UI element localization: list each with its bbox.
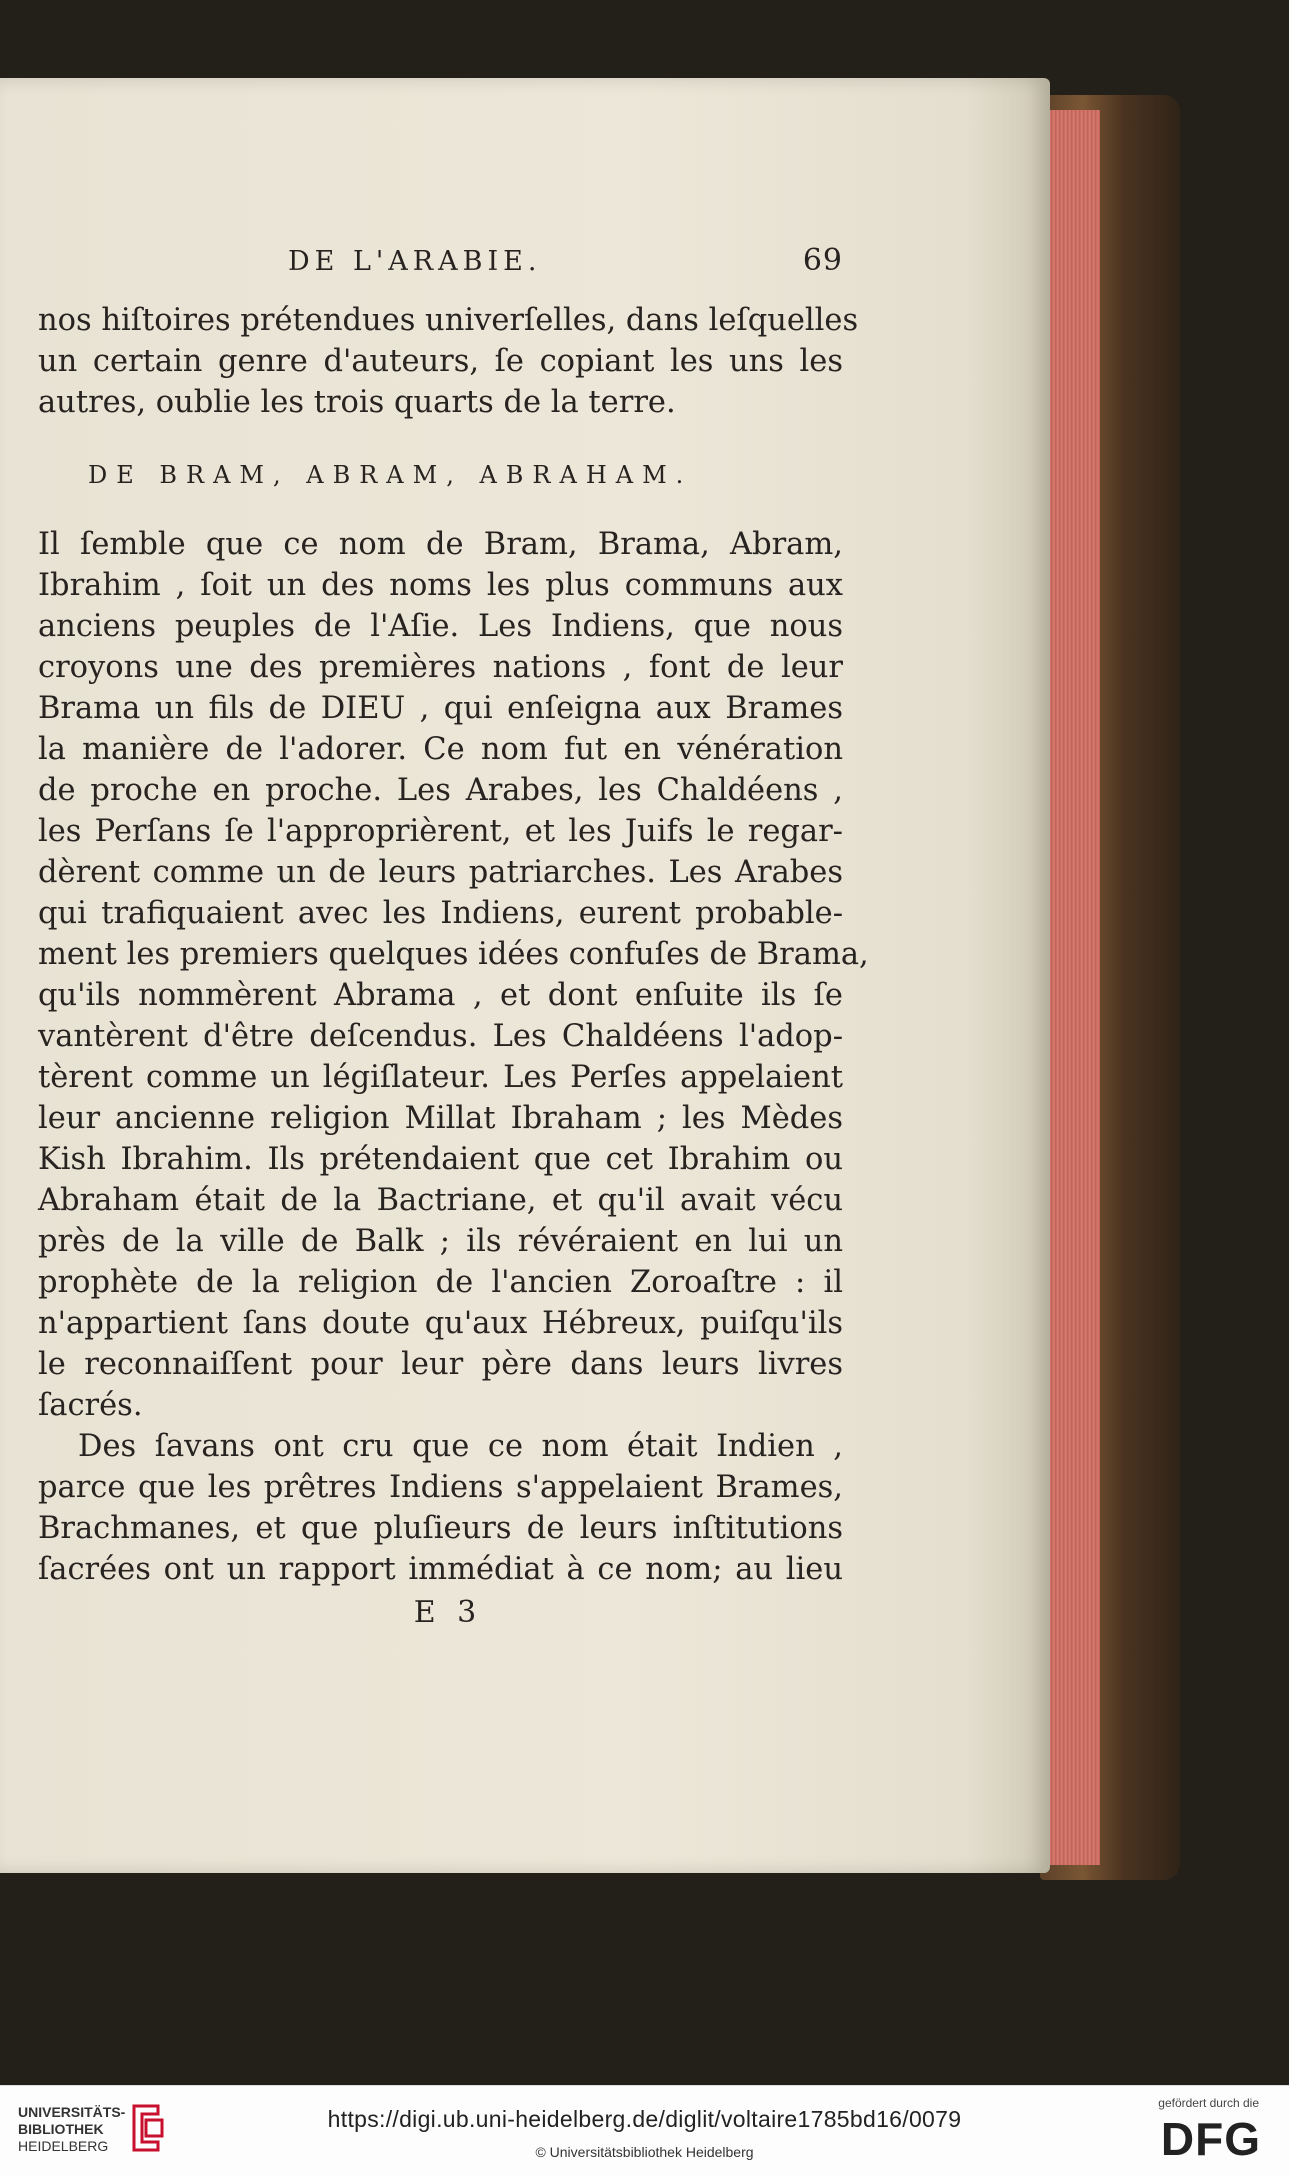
section-heading: DE BRAM, ABRAM, ABRAHAM. <box>88 461 693 489</box>
library-name-line: HEIDELBERG <box>18 2138 109 2154</box>
paragraph-1 <box>38 300 859 423</box>
paragraph-3 <box>38 1426 843 1590</box>
text-line: n'appartient ſans doute qu'aux Hébreux, puiſqu'ils <box>38 1306 843 1341</box>
text-line: la manière de l'adorer. Ce nom fut en vénération <box>38 732 843 767</box>
text-line: Brachmanes, et que pluſieurs de leurs inſtitutions <box>38 1511 843 1546</box>
paragraph-2 <box>38 524 869 1426</box>
text-line: dèrent comme un de leurs patriarches. Les Arabes <box>38 855 843 890</box>
dfg-logo: DFG <box>1160 2113 1261 2165</box>
library-name-line: UNIVERSITÄTS- <box>18 2104 126 2120</box>
text-line: ſacrés. <box>38 1388 143 1423</box>
page-text <box>38 240 869 1633</box>
text-line: qu'ils nommèrent Abrama , et dont enſuite ils ſe <box>38 978 843 1013</box>
page-number: 69 <box>802 243 843 278</box>
text-line: de proche en proche. Les Arabes, les Chaldéens , <box>38 773 843 808</box>
text-line: vantèrent d'être deſcendus. Les Chaldéens l'adop- <box>38 1019 843 1054</box>
funder-label: gefördert durch die <box>1158 2096 1259 2110</box>
text-line: les Perſans ſe l'approprièrent, et les Juifs le regar- <box>38 814 843 849</box>
text-line: ment les premiers quelques idées confuſes de Brama, <box>38 937 869 972</box>
library-name-line: BIBLIOTHEK <box>18 2121 104 2137</box>
permalink-url[interactable]: https://digi.ub.uni-heidelberg.de/diglit/voltaire1785bd16/0079 <box>327 2106 962 2132</box>
running-head <box>288 240 843 282</box>
text-line: ſacrées ont un rapport immédiat à ce nom; au lieu <box>38 1552 843 1587</box>
text-line: qui trafiquaient avec les Indiens, eurent probable- <box>38 896 843 931</box>
copyright-notice: © Universitätsbibliothek Heidelberg <box>535 2144 754 2160</box>
text-line: parce que les prêtres Indiens s'appelaient Brames, <box>38 1470 843 1505</box>
text-line: prophète de la religion de l'ancien Zoroaſtre : il <box>38 1265 843 1300</box>
running-head-title: DE L'ARABIE. <box>288 246 542 277</box>
text-line: leur ancienne religion Millat Ibraham ; les Mèdes <box>38 1101 843 1136</box>
text-line: Kish Ibrahim. Ils prétendaient que cet Ibrahim ou <box>38 1142 843 1177</box>
text-line: croyons une des premières nations , font de leur <box>38 650 843 685</box>
text-line: le reconnaiſſent pour leur père dans leurs livres <box>38 1347 843 1382</box>
text-line: autres, oublie les trois quarts de la terre. <box>38 385 676 420</box>
text-line: Brama un fils de DIEU , qui enſeigna aux Brames <box>38 691 843 726</box>
text-line: Il ſemble que ce nom de Bram, Brama, Abram, <box>38 527 843 562</box>
text-line: Ibrahim , ſoit un des noms les plus communs aux <box>38 568 843 603</box>
footer-bar <box>0 2085 1289 2176</box>
signature-mark: E 3 <box>413 1595 483 1630</box>
text-line: un certain genre d'auteurs, ſe copiant les uns les <box>38 344 843 379</box>
text-line: Abraham était de la Bactriane, et qu'il avait vécu <box>38 1183 843 1218</box>
text-line: près de la ville de Balk ; ils révéraient en lui un <box>38 1224 843 1259</box>
text-line: anciens peuples de l'Aſie. Les Indiens, que nous <box>38 609 843 644</box>
text-line: tèrent comme un légiſlateur. Les Perſes appelaient <box>38 1060 843 1095</box>
text-line: Des ſavans ont cru que ce nom était Indien , <box>78 1429 843 1464</box>
text-line: nos hiſtoires prétendues univerſelles, dans leſquelles <box>38 303 859 338</box>
